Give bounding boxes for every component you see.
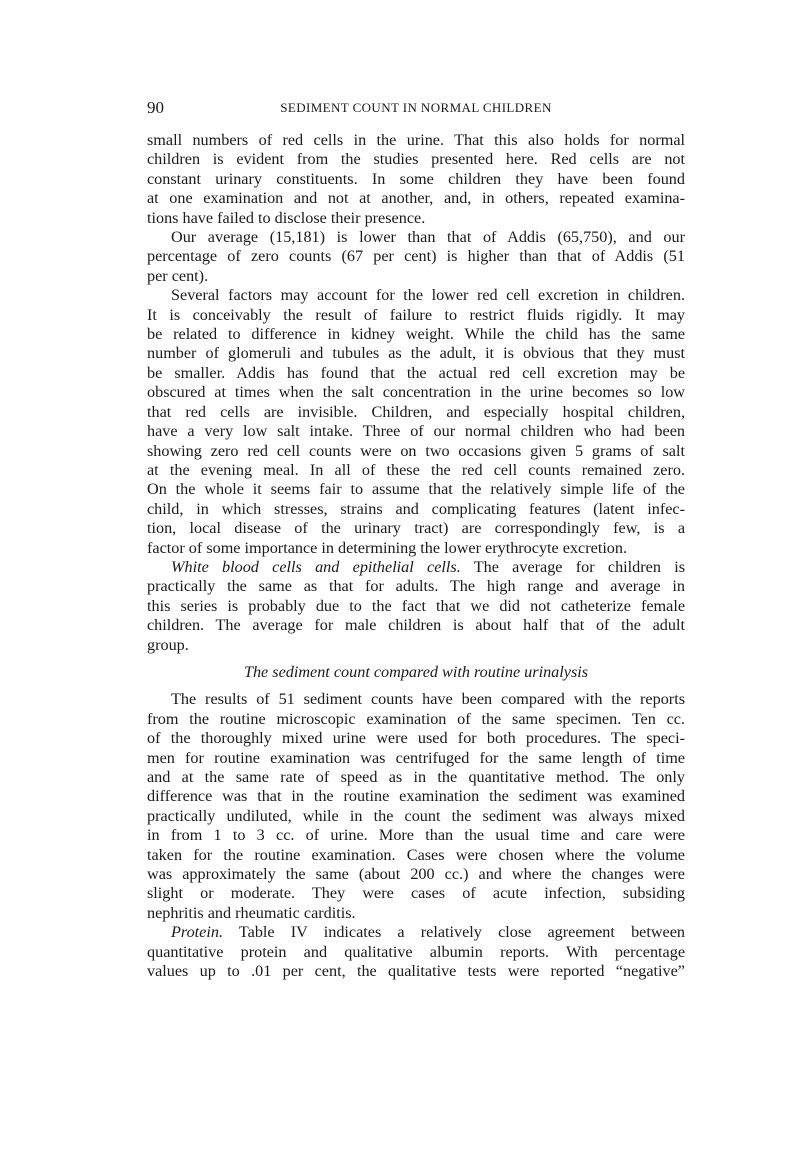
text-line [147,923,685,942]
text-line: of the thoroughly mixed urine were used for both procedures. The speci- [147,729,685,748]
text-line: have a very low salt intake. Three of our normal children who had been [147,422,685,441]
text-line: be smaller. Addis has found that the actual red cell excretion may be [147,363,685,382]
section-heading [147,663,685,682]
text-line: slight or moderate. They were cases of acute infection, subsiding [147,884,685,903]
text-line: men for routine examination was centrifuged for the same length of time [147,748,685,767]
text-line: small numbers of red cells in the urine. That this also holds for normal [147,131,685,149]
text-line: practically the same as that for adults. The high range and average in [147,577,685,596]
text-line: per cent). [147,266,209,285]
run-in-heading: White blood cells and epithelial cells. [171,557,461,576]
text-line: practically undiluted, while in the count the sediment was always mixed [147,806,685,825]
body-text [147,131,685,981]
text-line: that red cells are invisible. Children, and especially hospital children, [147,402,685,421]
text-line [147,558,685,577]
text-line: The results of 51 sediment counts have been compared with the reports [171,690,685,709]
spacer [147,655,685,663]
text-line: at the evening meal. In all of these the red cell counts remained zero. [147,460,685,479]
text-line: quantitative protein and qualitative albumin reports. With percentage [147,942,685,961]
text-line: at one examination and not at another, and, in others, repeated examina- [147,189,685,208]
text-line: children is evident from the studies presented here. Red cells are not [147,150,685,169]
page-header [147,98,685,120]
text-line: and at the same rate of speed as in the quantitative method. The only [147,768,685,786]
page-number: 90 [147,98,164,117]
text-line: from the routine microscopic examination of the same specimen. Ten cc. [147,709,685,728]
spacer [147,682,685,690]
text-line: constant urinary constituents. In some children they have been found [147,169,685,188]
text-line: children. The average for male children is about half that of the adult [147,616,685,635]
running-head: SEDIMENT COUNT IN NORMAL CHILDREN [280,100,552,115]
text-line: difference was that in the routine examination the sediment was examined [147,787,685,806]
text-line: Our average (15,181) is lower than that of Addis (65,750), and our [171,228,685,247]
section-heading-text: The sediment count compared with routine urinalysis [243,662,589,681]
text-line: number of glomeruli and tubules as the adult, it is obvious that they must [147,344,685,363]
text-line: nephritis and rheumatic carditis. [147,903,356,922]
text-line: in from 1 to 3 cc. of urine. More than the usual time and care were [147,826,685,845]
text-line: was approximately the same (about 200 cc.) and where the changes were [147,865,685,884]
text-line: factor of some importance in determining the lower erythrocyte excretion. [147,538,628,557]
text-line: values up to .01 per cent, the qualitative tests were reported “negative” [147,962,685,981]
text-line: percentage of zero counts (67 per cent) is higher than that of Addis (51 [147,247,685,266]
text-line: child, in which stresses, strains and complicating features (latent infec- [147,499,685,518]
text-line: tions have failed to disclose their presence. [147,208,426,227]
text-line: this series is probably due to the fact that we did not catheterize female [147,596,685,615]
text-line: It is conceivably the result of failure to restrict fluids rigidly. It may [147,305,685,324]
text-line: be related to difference in kidney weight. While the child has the same [147,325,685,344]
text-line: showing zero red cell counts were on two occasions given 5 grams of salt [147,441,685,460]
run-in-heading: Protein. [171,923,224,942]
text-line: taken for the routine examination. Cases were chosen where the volume [147,845,685,864]
text-line: On the whole it seems fair to assume that the relatively simple life of the [147,480,685,499]
text-run: The average for children is [460,557,685,576]
text-line: Several factors may account for the lower red cell excretion in children. [171,286,685,305]
text-run: Table IV indicates a relatively close agreement between [223,923,685,942]
text-line: tion, local disease of the urinary tract) are correspondingly few, is a [147,519,685,538]
text-line: obscured at times when the salt concentration in the urine becomes so low [147,383,685,402]
text-line: group. [147,635,189,654]
